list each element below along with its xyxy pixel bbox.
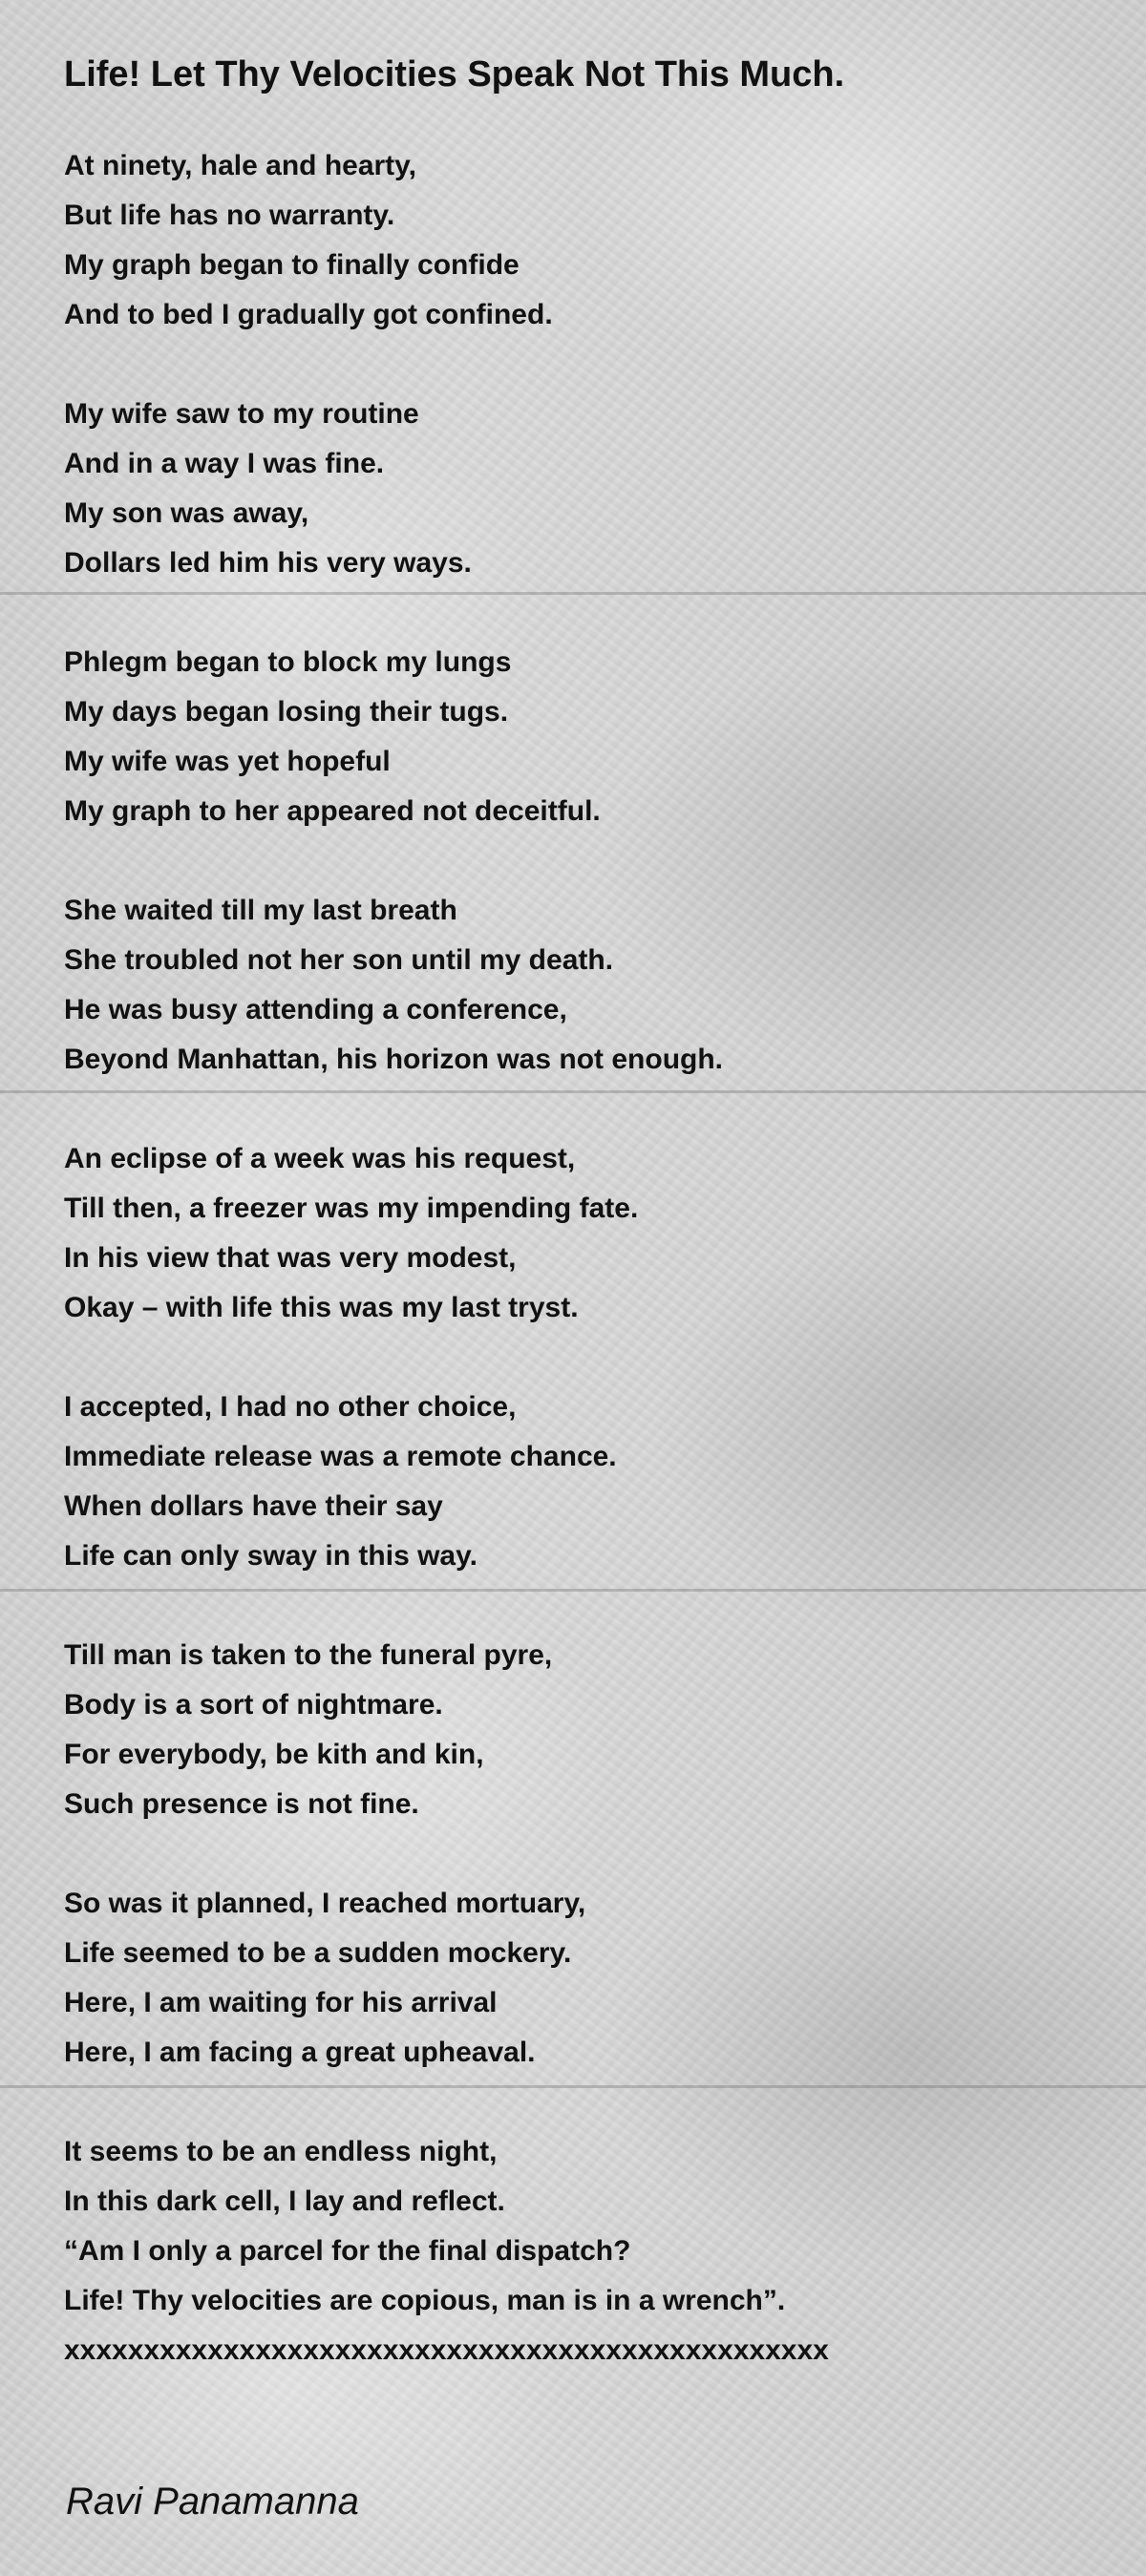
poem-line: Till then, a freezer was my impending fate. [64, 1193, 639, 1224]
poem-line: But life has no warranty. [64, 200, 395, 231]
poem-line: At ninety, hale and hearty, [64, 150, 416, 181]
stanza [64, 638, 1114, 836]
poem-line: My wife was yet hopeful [64, 746, 391, 777]
stanza [64, 2127, 1114, 2375]
poem-line: For everybody, be kith and kin, [64, 1739, 484, 1770]
poem-line: In his view that was very modest, [64, 1242, 517, 1274]
poem-line: Dollars led him his very ways. [64, 547, 472, 579]
poem-line: When dollars have their say [64, 1490, 443, 1522]
poem-line: “Am I only a parcel for the final dispatch? [64, 2235, 631, 2267]
poem-line: She troubled not her son until my death. [64, 944, 614, 976]
poem-line: An eclipse of a week was his request, [64, 1143, 576, 1174]
poem-line: She waited till my last breath [64, 895, 457, 926]
poem-line: My wife saw to my routine [64, 398, 419, 430]
poem-title: Life! Let Thy Velocities Speak Not This Much. [64, 54, 845, 95]
poem-line: My days began losing their tugs. [64, 696, 509, 728]
poem-line: Phlegm began to block my lungs [64, 646, 512, 678]
poem-line: I accepted, I had no other choice, [64, 1391, 517, 1423]
poem-line: Life can only sway in this way. [64, 1540, 478, 1572]
poem-line: Immediate release was a remote chance. [64, 1441, 617, 1472]
poem-line: And in a way I was fine. [64, 448, 385, 479]
poem-line: My graph began to finally confide [64, 249, 520, 281]
poem-line: Here, I am facing a great upheaval. [64, 2037, 536, 2068]
poem-line: My son was away, [64, 497, 309, 529]
poem-line: Life! Thy velocities are copious, man is in a wrench”. [64, 2285, 786, 2316]
poem-line: xxxxxxxxxxxxxxxxxxxxxxxxxxxxxxxxxxxxxxxxxxxxxxxx [64, 2334, 829, 2366]
stanza [64, 1879, 1114, 2078]
poem-line: Life seemed to be a sudden mockery. [64, 1937, 572, 1969]
poem-body [64, 141, 1114, 2425]
poem-line: Here, I am waiting for his arrival [64, 1987, 498, 2018]
stanza [64, 390, 1114, 588]
poem-line: Okay – with life this was my last tryst. [64, 1292, 579, 1323]
stanza [64, 141, 1114, 340]
poem-line: It seems to be an endless night, [64, 2136, 498, 2167]
poem-line: In this dark cell, I lay and reflect. [64, 2185, 505, 2217]
stanza [64, 886, 1114, 1085]
poem-line: My graph to her appeared not deceitful. [64, 795, 601, 827]
poem-line: Body is a sort of nightmare. [64, 1689, 443, 1721]
poem-line: Beyond Manhattan, his horizon was not enough. [64, 1044, 723, 1075]
poem-line: So was it planned, I reached mortuary, [64, 1888, 586, 1919]
poem-line: And to bed I gradually got confined. [64, 299, 553, 330]
poem-author: Ravi Panamanna [66, 2481, 359, 2523]
poem-line: He was busy attending a conference, [64, 994, 567, 1025]
poem-line: Till man is taken to the funeral pyre, [64, 1639, 553, 1671]
stanza [64, 1631, 1114, 1829]
stanza [64, 1383, 1114, 1581]
poem-line: Such presence is not fine. [64, 1788, 419, 1820]
stanza [64, 1134, 1114, 1333]
